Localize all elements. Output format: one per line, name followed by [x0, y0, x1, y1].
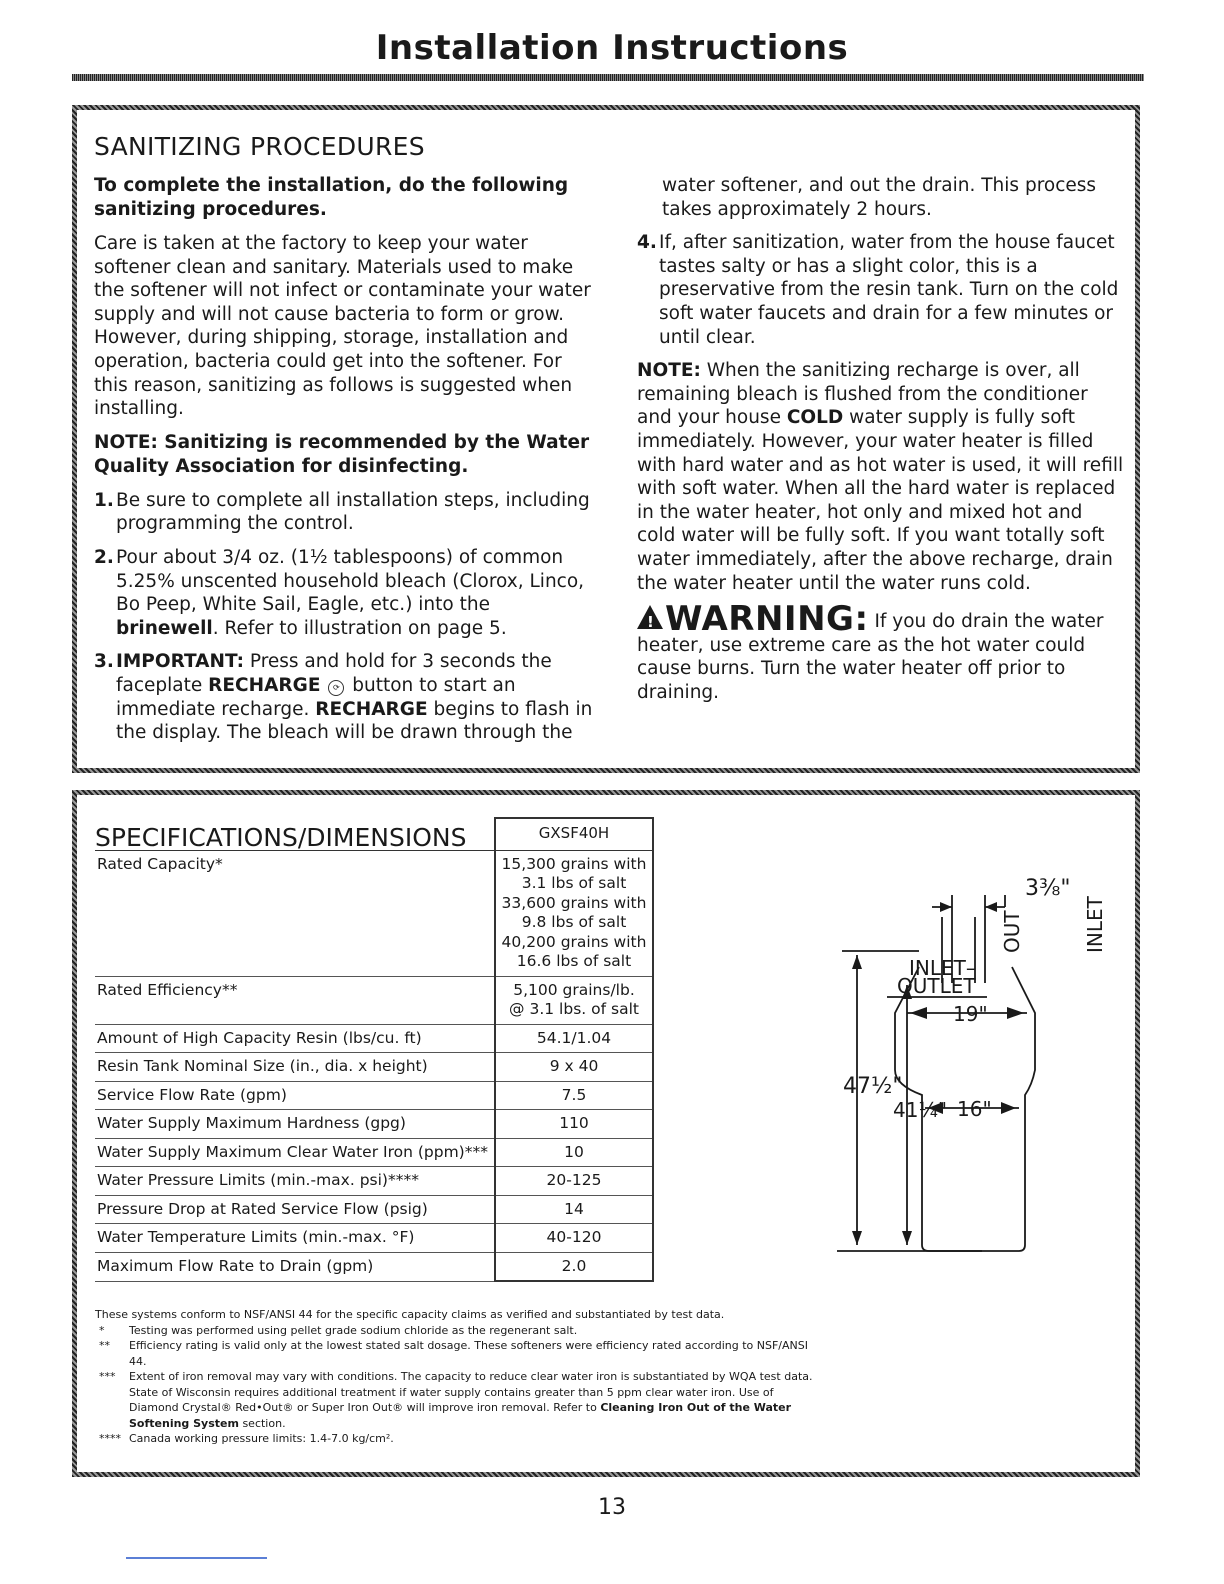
- list-item: [94, 546, 594, 640]
- dimension-diagram: [757, 855, 1117, 1275]
- spec-label: Rated Capacity*: [95, 850, 495, 976]
- step-bold: IMPORTANT:: [116, 651, 244, 673]
- sanitizing-note: NOTE: Sanitizing is recommended by the Water Quality Association for disinfecting.: [94, 431, 590, 477]
- model-header: GXSF40H: [495, 818, 653, 850]
- table-row: [95, 1195, 653, 1224]
- spec-label: Resin Tank Nominal Size (in., dia. x height): [95, 1053, 495, 1082]
- footnote-mark: **: [99, 1339, 110, 1352]
- spec-label: Service Flow Rate (gpm): [95, 1081, 495, 1110]
- sanitizing-heading: SANITIZING PROCEDURES: [94, 132, 425, 161]
- footnote-text: section.: [238, 1416, 286, 1430]
- table-row: [95, 1081, 653, 1110]
- title-rule: [72, 74, 1144, 81]
- table-row: [95, 1110, 653, 1139]
- bottom-link-underline: [126, 1557, 267, 1559]
- sanitizing-note2: [637, 359, 1125, 595]
- spec-value: 5,100 grains/lb. @ 3.1 lbs. of salt: [495, 976, 653, 1024]
- spec-label: Water Supply Maximum Hardness (gpg): [95, 1110, 495, 1139]
- footnote-mark: ****: [99, 1432, 121, 1445]
- footnotes: [95, 1307, 815, 1447]
- step-text: begins to flash in the display. The bleach will be drawn through the: [116, 698, 593, 744]
- table-row: [95, 1024, 653, 1053]
- note-text: water supply is fully soft immediately. However, your water heater is filled with hard water and as hot water is used, it will refill with soft water. When all the hard water is replaced in the water heater, hot only and mixed hot and cold water will be fully soft. If you want totally soft water immediately, after the above recharge, drain the water heater until the water runs cold.: [637, 407, 1124, 594]
- step-text: Be sure to complete all installation steps, including programming the control.: [116, 489, 590, 535]
- spec-value: 20-125: [495, 1167, 653, 1196]
- warning-text: If you do drain the water heater, use extreme care as the hot water could cause burns. Turn the water heater off prior to draining.: [637, 611, 1104, 703]
- step-number: 1.: [94, 489, 114, 511]
- dim-height-total: 47½": [843, 1074, 903, 1099]
- step-text: . Refer to illustration on page 5.: [212, 617, 507, 639]
- recharge-icon: ⟳: [328, 680, 344, 696]
- step-text: button to start an immediate recharge.: [116, 674, 516, 720]
- step-number: 2.: [94, 546, 114, 568]
- specifications-panel: [72, 790, 1140, 1477]
- sanitizing-left-column: [94, 174, 594, 755]
- note-bold: COLD: [786, 407, 844, 429]
- list-item: [94, 650, 594, 744]
- table-row: [95, 850, 653, 976]
- footnote-item: [95, 1338, 815, 1369]
- sanitizing-intro: Care is taken at the factory to keep your water softener clean and sanitary. Materials used to make the softener will not infect or contaminate your water supply and will not cause bacteria to form or grow. However, during shipping, storage, installation and operation, bacteria could get into the softener. For this reason, sanitizing as follows is suggested when installing.: [94, 233, 591, 420]
- spec-label: Water Supply Maximum Clear Water Iron (ppm)***: [95, 1138, 495, 1167]
- sanitizing-steps: [94, 489, 594, 745]
- warning-word: WARNING:: [665, 599, 869, 640]
- note-label: NOTE:: [637, 360, 701, 382]
- dim-width-16: 16": [957, 1097, 992, 1121]
- footnote-item: [95, 1323, 815, 1339]
- table-row: [95, 1224, 653, 1253]
- table-row: [95, 976, 653, 1024]
- step-number: 3.: [94, 651, 114, 673]
- spec-value: 7.5: [495, 1081, 653, 1110]
- page-title: Installation Instructions: [375, 28, 849, 68]
- step-text: Press and hold for 3 seconds the faceplate: [116, 651, 552, 696]
- dim-inlet-label: INLET: [1083, 896, 1107, 953]
- footnote-mark: *: [99, 1323, 105, 1337]
- dim-inlet-outlet-2: OUTLET: [897, 974, 976, 998]
- table-row: [95, 1252, 653, 1281]
- footnote-mark: ***: [99, 1370, 116, 1383]
- spec-value: 9 x 40: [495, 1053, 653, 1082]
- step-bold: RECHARGE: [315, 698, 428, 720]
- dim-out-label: OUT: [1000, 910, 1024, 953]
- footnote-intro: These systems conform to NSF/ANSI 44 for the specific capacity claims as verified and substantiated by test data.: [95, 1308, 725, 1321]
- footnote-text: Extent of iron removal may vary with conditions. The capacity to reduce clear water iron is substantiated by WQA test data. State of Wisconsin requires additional treatment if water supply contains greater than 5 ppm clear water iron. Use of Diamond Crystal® Red•Out® or Super Iron Out® will improve iron removal. Refer to: [129, 1370, 813, 1414]
- specifications-rows: [95, 850, 653, 1281]
- spec-label: Maximum Flow Rate to Drain (gpm): [95, 1252, 495, 1281]
- warning-block: [637, 599, 1125, 704]
- spec-value: 14: [495, 1195, 653, 1224]
- spec-value: 10: [495, 1138, 653, 1167]
- specifications-heading: SPECIFICATIONS/DIMENSIONS: [95, 823, 467, 852]
- dim-width-19: 19": [953, 1002, 988, 1026]
- spec-value: 110: [495, 1110, 653, 1139]
- dim-inlet-outlet-1: INLET–: [909, 956, 976, 980]
- table-row: [95, 1138, 653, 1167]
- footnote-text: Canada working pressure limits: 1.4-7.0 kg/cm².: [129, 1432, 394, 1445]
- spec-value: 40-120: [495, 1224, 653, 1253]
- footnote-bold: Cleaning Iron Out of the Water Softening System: [129, 1401, 792, 1430]
- step-text: Pour about 3/4 oz. (1½ tablespoons) of common 5.25% unscented household bleach (Clorox, Linco, Bo Peep, White Sail, Eagle, etc.) into the: [116, 546, 585, 616]
- list-item: [94, 489, 594, 536]
- step-text: If, after sanitization, water from the house faucet tastes salty or has a slight color, this is a preservative from the resin tank. Turn on the cold soft water faucets and drain for a few minutes or until clear.: [659, 232, 1119, 348]
- dim-height-inlet: 41¼": [893, 1098, 948, 1122]
- sanitizing-steps-continued: [637, 231, 1125, 349]
- spec-label: Water Pressure Limits (min.-max. psi)****: [95, 1167, 495, 1196]
- spec-label: Rated Efficiency**: [95, 976, 495, 1024]
- step-bold: RECHARGE: [208, 674, 321, 696]
- footnote-item: [95, 1369, 815, 1431]
- warning-triangle-icon: [637, 605, 663, 629]
- specifications-table: [95, 817, 654, 1282]
- spec-value: 15,300 grains with 3.1 lbs of salt 33,600 grains with 9.8 lbs of salt 40,200 grains with 16.6 lbs of salt: [495, 850, 653, 976]
- footnote-item: [95, 1431, 815, 1447]
- sanitizing-panel: [72, 105, 1140, 773]
- note-text: When the sanitizing recharge is over, all remaining bleach is flushed from the conditioner and your house: [637, 360, 1088, 429]
- sanitizing-right-column: [637, 174, 1125, 704]
- specifications-heading-cell: [95, 818, 495, 850]
- step-bold: brinewell: [116, 617, 213, 639]
- table-header-row: [95, 818, 653, 850]
- sanitizing-lead: To complete the installation, do the following sanitizing procedures.: [94, 175, 569, 220]
- spec-value: 54.1/1.04: [495, 1024, 653, 1053]
- spec-label: Amount of High Capacity Resin (lbs/cu. ft): [95, 1024, 495, 1053]
- step-number: 4.: [637, 232, 657, 254]
- spec-value: 2.0: [495, 1252, 653, 1281]
- spec-label: Pressure Drop at Rated Service Flow (psig): [95, 1195, 495, 1224]
- list-item: [637, 231, 1125, 349]
- table-row: [95, 1053, 653, 1082]
- step3-continued: water softener, and out the drain. This process takes approximately 2 hours.: [662, 175, 1097, 220]
- page-number: 13: [598, 1495, 626, 1520]
- table-row: [95, 1167, 653, 1196]
- footnote-text: Efficiency rating is valid only at the lowest stated salt dosage. These softeners were efficiency rated according to NSF/ANSI 44.: [129, 1339, 808, 1368]
- spec-label: Water Temperature Limits (min.-max. °F): [95, 1224, 495, 1253]
- dim-top-width: 3⅜": [1025, 876, 1071, 901]
- footnote-text: Testing was performed using pellet grade sodium chloride as the regenerant salt.: [129, 1323, 578, 1337]
